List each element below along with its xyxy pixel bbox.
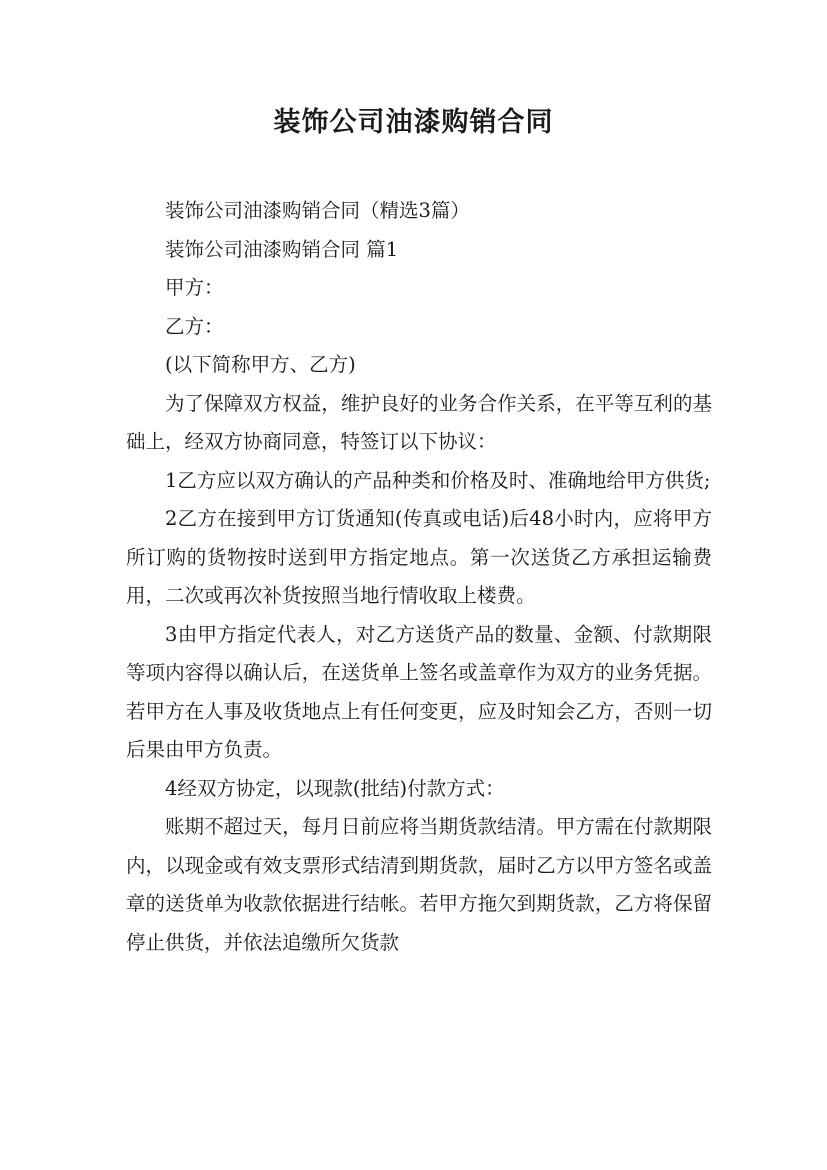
clause-1: 1乙方应以双方确认的产品种类和价格及时、准确地给甲方供货; bbox=[165, 468, 711, 492]
parties-note: (以下简称甲方、乙方) bbox=[165, 353, 356, 376]
document-title: 装饰公司油漆购销合同 bbox=[273, 107, 554, 138]
preamble-paragraph: 为了保障双方权益，维护良好的业务合作关系，在平等互利的基础上，经双方协商同意，特签订以下协议： bbox=[126, 391, 712, 453]
clause-2: 2乙方在接到甲方订货通知(传真或电话)后48小时内，应将甲方所订购的货物按时送到甲方指定地点。第一次送货乙方承担运输费用，二次或再次补货按照当地行情收取上楼费。 bbox=[126, 507, 712, 607]
subtitle-line: 装饰公司油漆购销合同（精选3篇） bbox=[165, 199, 470, 222]
clause-3: 3由甲方指定代表人，对乙方送货产品的数量、金额、付款期限等项内容得以确认后，在送货单上签名或盖章作为双方的业务凭据。若甲方在人事及收货地点上有任何变更，应及时知会乙方，否则一切后果由甲方负责。 bbox=[126, 622, 712, 761]
clause-4: 4经双方协定，以现款(批结)付款方式： bbox=[165, 776, 505, 800]
section-heading: 装饰公司油漆购销合同 篇1 bbox=[165, 237, 399, 261]
party-a-line: 甲方： bbox=[165, 276, 224, 299]
document-body bbox=[126, 192, 712, 962]
payment-terms-paragraph: 账期不超过天，每月日前应将当期货款结清。甲方需在付款期限内，以现金或有效支票形式结清到期货款，届时乙方以甲方签名或盖章的送货单为收款依据进行结帐。若甲方拖欠到期货款，乙方将保留停止供货，并依法追缴所欠货款 bbox=[126, 815, 712, 954]
party-b-line: 乙方： bbox=[165, 314, 224, 338]
